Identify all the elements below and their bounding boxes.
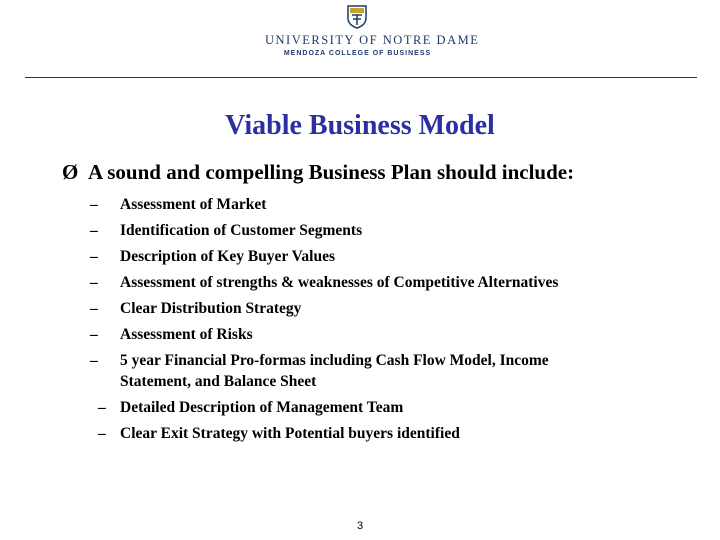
page-number: 3 (356, 520, 364, 532)
list-item: Detailed Description of Management Team (120, 399, 404, 416)
dash-bullet-icon: – (90, 196, 98, 213)
arrow-bullet-icon: Ø (62, 160, 79, 184)
main-bullet-text: A sound and compelling Business Plan should include: (88, 160, 575, 184)
main-bullet (62, 160, 574, 185)
dash-bullet-icon: – (90, 222, 98, 239)
logo-college-name: MENDOZA COLLEGE OF BUSINESS (283, 50, 432, 57)
header-divider (25, 77, 697, 78)
list-item-continuation: Statement, and Balance Sheet (120, 373, 317, 390)
shield-crest-icon (347, 5, 367, 29)
dash-bullet-icon: – (90, 248, 98, 265)
list-item: 5 year Financial Pro-formas including Cash Flow Model, Income (120, 352, 549, 369)
list-item: Assessment of Risks (120, 326, 253, 343)
slide-title: Viable Business Model (225, 110, 495, 141)
list-item: Description of Key Buyer Values (120, 248, 335, 265)
dash-bullet-icon: – (98, 399, 106, 416)
dash-bullet-icon: – (90, 274, 98, 291)
list-item: Clear Distribution Strategy (120, 300, 302, 317)
list-item: Identification of Customer Segments (120, 222, 363, 239)
dash-bullet-icon: – (90, 326, 98, 343)
list-item: Assessment of strengths & weaknesses of Competitive Alternatives (120, 274, 559, 291)
logo-university-name: UNIVERSITY OF NOTRE DAME (265, 33, 480, 47)
dash-bullet-icon: – (98, 425, 106, 442)
dash-bullet-icon: – (90, 300, 98, 317)
university-logo (265, 5, 480, 61)
list-item: Clear Exit Strategy with Potential buyers identified (120, 425, 460, 442)
dash-bullet-icon: – (90, 352, 98, 369)
list-item: Assessment of Market (120, 196, 267, 213)
